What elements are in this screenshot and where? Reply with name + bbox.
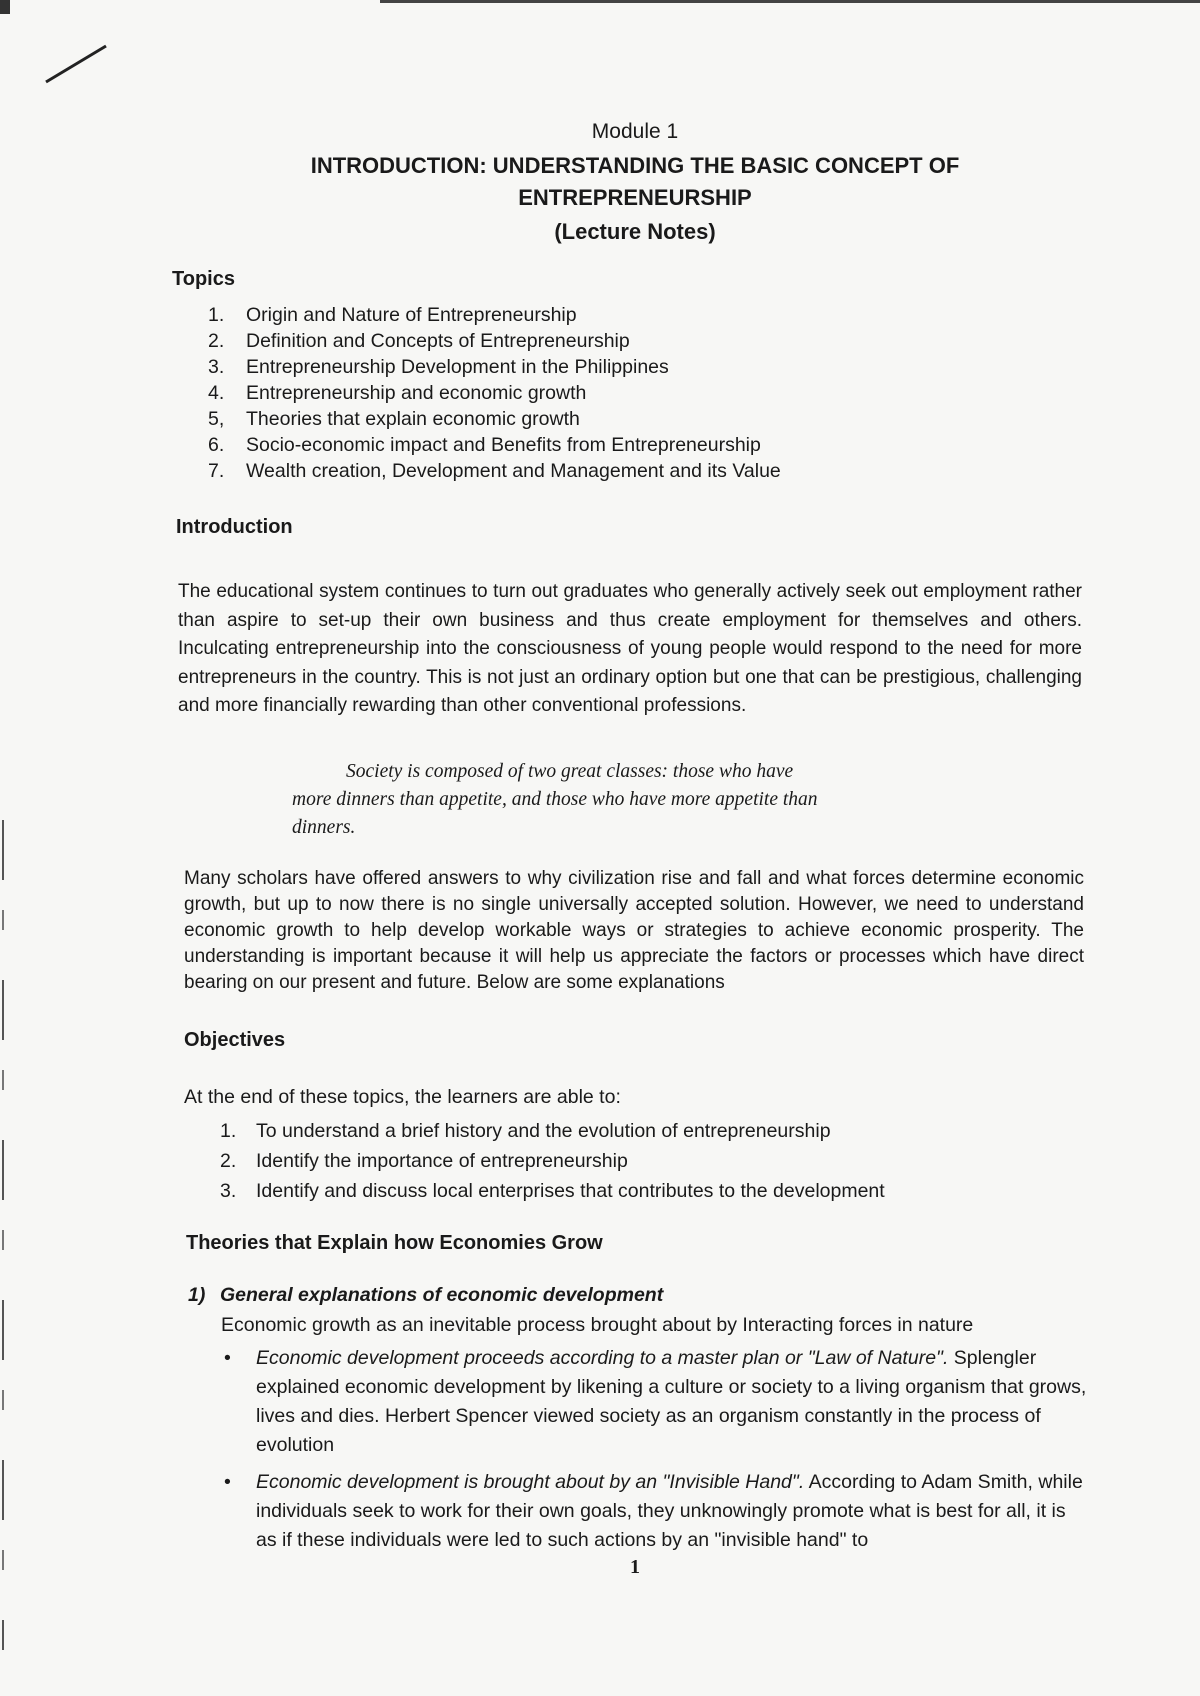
list-item <box>220 1176 885 1206</box>
list-item <box>220 1344 1090 1460</box>
bullet-lead: Economic development proceeds according to a master plan or "Law of Nature". <box>256 1347 949 1369</box>
item-number: 2. <box>208 330 225 352</box>
item-number: 5, <box>208 408 225 430</box>
list-item <box>208 354 781 380</box>
item-number: 3. <box>208 356 225 378</box>
item-text: Entrepreneurship and economic growth <box>246 382 587 404</box>
objectives-heading: Objectives <box>184 1029 286 1051</box>
list-item <box>208 458 781 484</box>
section-title: General explanations of economic development <box>220 1284 664 1306</box>
document-subtitle: (Lecture Notes) <box>554 219 716 244</box>
list-item <box>208 328 781 354</box>
objectives-intro: At the end of these topics, the learners are able to: <box>184 1086 621 1108</box>
page-number: 1 <box>630 1556 640 1578</box>
list-item <box>208 302 781 328</box>
section-1-intro: Economic growth as an inevitable process brought about by Interacting forces in nature <box>221 1314 974 1336</box>
list-item <box>220 1468 1090 1555</box>
bullet-body: Splengler explained economic development by likening a culture or society to a living organism that grows, lives and dies. Herbert Spencer viewed society as an organism constantly in the process of evolution <box>256 1347 1087 1456</box>
theories-bullet-list <box>220 1344 1090 1563</box>
item-number: 6. <box>208 434 225 456</box>
list-item <box>220 1116 885 1146</box>
item-number: 7. <box>208 460 225 482</box>
introduction-paragraph: The educational system continues to turn out graduates who generally actively seek out employment rather than aspire to set-up their own business and thus create employment for themselves and others. Inculcating entrepreneurship into the consciousness of young people would respond to the need for more entrepreneurs in the country. This is not just an ordinary option but one that can be prestigious, challenging and more financially rewarding than other conventional professions. <box>178 581 1082 716</box>
item-text: Identify and discuss local enterprises that contributes to the development <box>256 1180 885 1202</box>
section-1-heading <box>188 1284 663 1307</box>
item-text: Entrepreneurship Development in the Philippines <box>246 356 669 378</box>
quote-line-3: dinners. <box>292 817 356 838</box>
quote-block <box>292 758 942 842</box>
item-text: To understand a brief history and the evolution of entrepreneurship <box>256 1120 831 1142</box>
title-line-1: INTRODUCTION: UNDERSTANDING THE BASIC CONCEPT OF <box>310 153 960 178</box>
item-number: 4. <box>208 382 225 404</box>
module-label: Module 1 <box>591 120 679 143</box>
document-title <box>0 150 1200 214</box>
item-number: 1. <box>220 1120 237 1142</box>
quote-line-2: more dinners than appetite, and those who have more appetite than <box>292 789 818 810</box>
pen-stroke-mark <box>44 42 108 86</box>
bullet-icon: • <box>224 1347 231 1369</box>
item-number: 3. <box>220 1180 237 1202</box>
theories-heading: Theories that Explain how Economies Grow <box>186 1232 603 1254</box>
introduction-heading: Introduction <box>176 516 293 538</box>
item-text: Wealth creation, Development and Management and its Value <box>246 460 781 482</box>
scholars-paragraph: Many scholars have offered answers to why civilization rise and fall and what forces determine economic growth, but up to now there is no single universally accepted solution. However, we need to understand economic growth to help develop workable ways or strategies to achieve economic prosperity. The understanding is important because it will help us appreciate the factors or processes which have direct bearing on our present and future. Below are some explanations <box>184 868 1084 993</box>
list-item <box>208 406 781 432</box>
section-number: 1) <box>188 1284 206 1306</box>
bullet-lead: Economic development is brought about by an "Invisible Hand". <box>256 1471 805 1493</box>
scan-margin-marks <box>2 820 4 1650</box>
item-text: Identify the importance of entrepreneurship <box>256 1150 628 1172</box>
quote-line-1: Society is composed of two great classes: those who have <box>346 761 794 782</box>
item-text: Definition and Concepts of Entrepreneurship <box>246 330 630 352</box>
item-number: 2. <box>220 1150 237 1172</box>
list-item <box>208 380 781 406</box>
list-item <box>220 1146 885 1176</box>
scan-corner-mark <box>0 0 10 14</box>
item-text: Origin and Nature of Entrepreneurship <box>246 304 577 326</box>
list-item <box>208 432 781 458</box>
item-text: Theories that explain economic growth <box>246 408 580 430</box>
bullet-icon: • <box>224 1471 231 1493</box>
topics-list <box>208 302 781 484</box>
item-text: Socio-economic impact and Benefits from Entrepreneurship <box>246 434 761 456</box>
bullet-body: According to Adam Smith, while individuals seek to work for their own goals, they unknowingly promote what is best for all, it is as if these individuals were led to such actions by an "invisible hand" to <box>256 1471 1083 1551</box>
objectives-list <box>220 1116 885 1206</box>
item-number: 1. <box>208 304 225 326</box>
topics-heading: Topics <box>172 268 235 290</box>
title-line-2: ENTREPRENEURSHIP <box>518 185 752 210</box>
scan-edge-line <box>380 0 1200 3</box>
